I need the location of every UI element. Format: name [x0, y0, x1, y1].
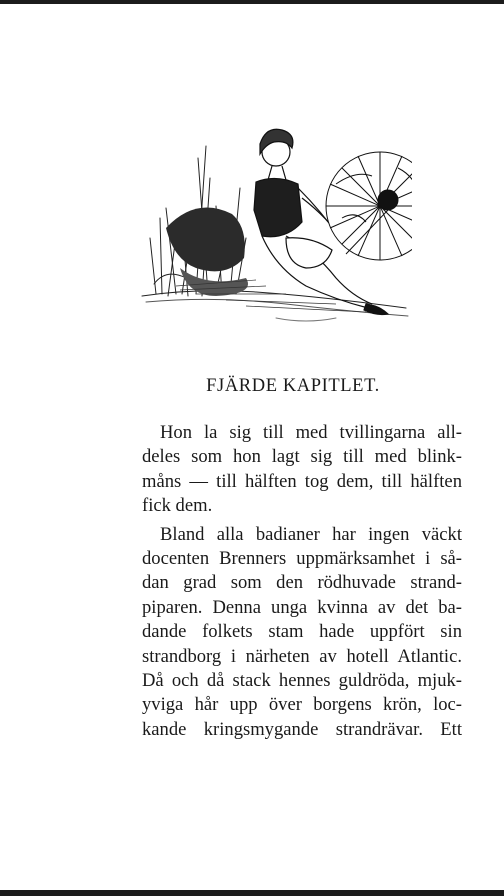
text-line: måns — till hälften tog dem, till hälften — [142, 470, 462, 492]
text-line: docenten Brenners uppmärksamhet i så- — [142, 547, 462, 569]
text-line: deles som hon lagt sig till med blink- — [142, 446, 462, 468]
chapter-title: FJÄRDE KAPITLET. — [206, 376, 380, 396]
text-line: dande folkets stam hade uppfört sin — [142, 621, 462, 643]
bottom-page-edge — [0, 890, 504, 896]
text-line: piparen. Denna unga kvinna av det ba- — [142, 596, 462, 618]
text-line: fick dem. — [142, 495, 213, 517]
beach-illustration — [136, 118, 412, 328]
body-text — [142, 421, 462, 742]
text-line: dan grad som den rödhuvade strand- — [142, 572, 462, 594]
paragraph — [142, 421, 462, 519]
top-page-edge — [0, 0, 504, 4]
text-line: Hon la sig till med tvillingarna all- — [160, 422, 462, 443]
paragraph — [142, 523, 462, 743]
text-line: Bland alla badianer har ingen väckt — [160, 523, 462, 545]
text-line: yviga hår upp över borgens krön, loc- — [142, 694, 462, 716]
text-line: strandborg i närheten av hotell Atlantic. — [142, 645, 462, 667]
text-line: Då och då stack hennes guldröda, mjuk- — [142, 669, 462, 691]
text-line: kande kringsmygande strandrävar. Ett — [142, 718, 462, 740]
